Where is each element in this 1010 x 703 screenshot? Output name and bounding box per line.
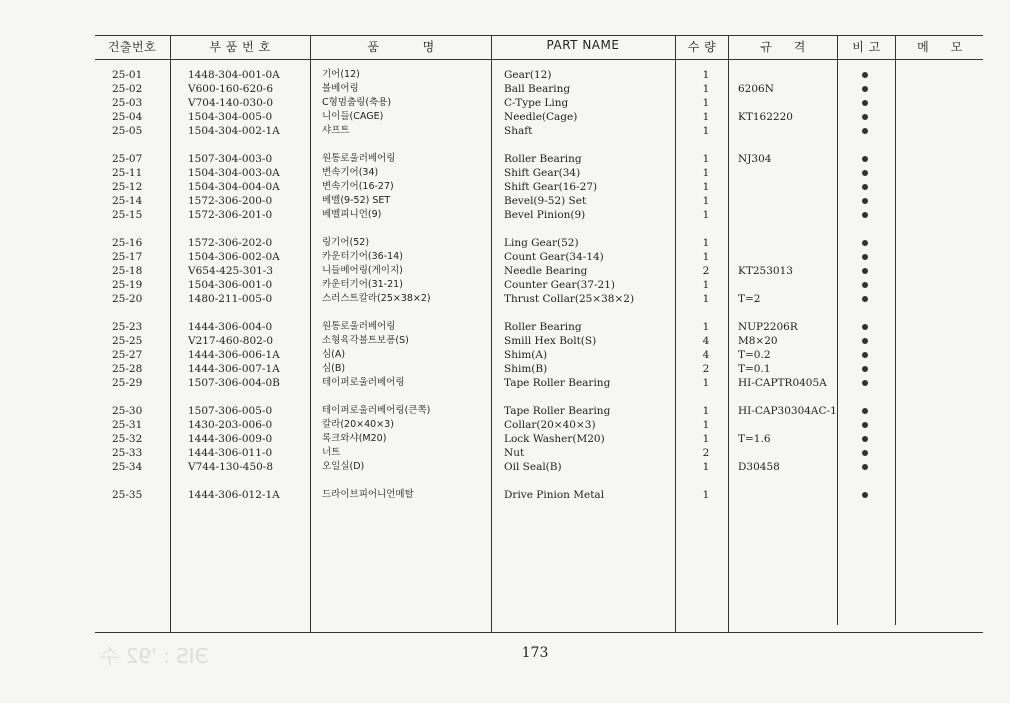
specification: M8×20: [738, 335, 778, 347]
quantity: 1: [702, 97, 710, 109]
part-code: 1504-304-005-0: [188, 111, 273, 123]
english-name: Shim(A): [504, 349, 548, 361]
specification: 6206N: [738, 83, 774, 95]
table-row: [0, 166, 1010, 180]
part-number-index: 25-05: [112, 125, 143, 137]
part-code: 1444-306-004-0: [188, 321, 273, 333]
table-row: [0, 180, 1010, 194]
specification: KT162220: [738, 111, 793, 123]
quantity: 1: [702, 377, 710, 389]
korean-name: 소형육각볼트보퐁(S): [322, 335, 409, 346]
part-number-index: 25-07: [112, 153, 143, 165]
quantity: 1: [702, 237, 710, 249]
quantity: 2: [702, 363, 710, 375]
part-number-index: 25-33: [112, 447, 143, 459]
quantity: 1: [702, 321, 710, 333]
table-row: [0, 418, 1010, 432]
note-bullet-icon: [862, 170, 868, 176]
specification: T=0.2: [738, 349, 771, 361]
english-name: C-Type Ling: [504, 97, 569, 109]
english-name: Tape Roller Bearing: [504, 405, 611, 417]
table-row: [0, 152, 1010, 166]
note-bullet-icon: [862, 422, 868, 428]
english-name: Bevel(9-52) Set: [504, 195, 587, 207]
part-number-index: 25-30: [112, 405, 143, 417]
korean-name: 드라이브피어니언메탈: [322, 489, 414, 500]
part-number-index: 25-25: [112, 335, 143, 347]
part-code: 1572-306-202-0: [188, 237, 273, 249]
english-name: Collar(20×40×3): [504, 419, 596, 431]
part-number-index: 25-23: [112, 321, 143, 333]
part-code: 1504-306-001-0: [188, 279, 273, 291]
note-bullet-icon: [862, 352, 868, 358]
english-name: Ball Bearing: [504, 83, 571, 95]
note-bullet-icon: [862, 72, 868, 78]
table-row: [0, 446, 1010, 460]
specification: T=0.1: [738, 363, 771, 375]
part-number-index: 25-01: [112, 69, 143, 81]
part-number-index: 25-14: [112, 195, 143, 207]
table-row: [0, 488, 1010, 502]
note-bullet-icon: [862, 268, 868, 274]
korean-name: 카운터기어(31-21): [322, 279, 403, 290]
specification: NUP2206R: [738, 321, 798, 333]
english-name: Shaft: [504, 125, 533, 137]
quantity: 1: [702, 279, 710, 291]
table-row: [0, 68, 1010, 82]
table-row: [0, 264, 1010, 278]
specification: T=1.6: [738, 433, 771, 445]
header-note: 비 고: [852, 40, 881, 54]
quantity: 1: [702, 167, 710, 179]
note-bullet-icon: [862, 338, 868, 344]
part-number-index: 25-34: [112, 461, 143, 473]
korean-name: C형멈춤링(축용): [322, 97, 392, 108]
english-name: Roller Bearing: [504, 321, 582, 333]
part-code: 1572-306-200-0: [188, 195, 273, 207]
part-code: 1430-203-006-0: [188, 419, 273, 431]
table-row: [0, 404, 1010, 418]
part-code: 1448-304-001-0A: [188, 69, 280, 81]
note-bullet-icon: [862, 492, 868, 498]
note-bullet-icon: [862, 464, 868, 470]
quantity: 2: [702, 447, 710, 459]
note-bullet-icon: [862, 86, 868, 92]
korean-name: 기어(12): [322, 69, 360, 80]
korean-name: 원통로울러베어링: [322, 153, 396, 164]
quantity: 1: [702, 125, 710, 137]
part-number-index: 25-28: [112, 363, 143, 375]
korean-name: 볼베어링: [322, 83, 359, 94]
korean-name: 심(B): [322, 363, 346, 374]
header-no: 건출번호: [107, 40, 157, 54]
part-number-index: 25-18: [112, 265, 143, 277]
english-name: Shim(B): [504, 363, 548, 375]
table-row: [0, 250, 1010, 264]
note-bullet-icon: [862, 114, 868, 120]
part-code: 1444-306-006-1A: [188, 349, 280, 361]
specification: HI-CAPTR0405A: [738, 377, 827, 389]
english-name: Shift Gear(16-27): [504, 181, 598, 193]
table-row: [0, 376, 1010, 390]
part-code: 1444-306-009-0: [188, 433, 273, 445]
bottom-rule: [95, 632, 983, 633]
note-bullet-icon: [862, 128, 868, 134]
korean-name: 링기어(52): [322, 237, 370, 248]
note-bullet-icon: [862, 254, 868, 260]
table-row: [0, 208, 1010, 222]
part-number-index: 25-32: [112, 433, 143, 445]
note-bullet-icon: [862, 212, 868, 218]
part-number-index: 25-03: [112, 97, 143, 109]
english-name: Nut: [504, 447, 525, 459]
specification: D30458: [738, 461, 780, 473]
note-bullet-icon: [862, 380, 868, 386]
quantity: 2: [702, 265, 710, 277]
korean-name: 변속기어(34): [322, 167, 379, 178]
note-bullet-icon: [862, 450, 868, 456]
part-number-index: 25-31: [112, 419, 143, 431]
quantity: 1: [702, 195, 710, 207]
korean-name: 카운터기어(36-14): [322, 251, 403, 262]
english-name: Lock Washer(M20): [504, 433, 605, 445]
note-bullet-icon: [862, 184, 868, 190]
note-bullet-icon: [862, 408, 868, 414]
table-row: [0, 292, 1010, 306]
specification: T=2: [738, 293, 761, 305]
note-bullet-icon: [862, 156, 868, 162]
part-code: V600-160-620-6: [188, 83, 274, 95]
english-name: Thrust Collar(25×38×2): [504, 293, 635, 305]
part-code: 1444-306-012-1A: [188, 489, 280, 501]
part-number-index: 25-20: [112, 293, 143, 305]
part-code: V654-425-301-3: [188, 265, 274, 277]
part-code: 1572-306-201-0: [188, 209, 273, 221]
table-row: [0, 320, 1010, 334]
table-row: [0, 432, 1010, 446]
header-part-name: PART NAME: [546, 38, 620, 52]
quantity: 1: [702, 251, 710, 263]
quantity: 1: [702, 153, 710, 165]
table-row: [0, 96, 1010, 110]
specification: NJ304: [738, 153, 772, 165]
part-number-index: 25-04: [112, 111, 143, 123]
quantity: 1: [702, 489, 710, 501]
header-rule: [95, 59, 983, 60]
korean-name: 샤프트: [322, 125, 350, 136]
quantity: 1: [702, 461, 710, 473]
korean-name: 칼라(20×40×3): [322, 419, 394, 430]
korean-name: 테이퍼로울러베어링(큰쪽): [322, 405, 431, 416]
top-rule: [95, 35, 983, 36]
quantity: 1: [702, 405, 710, 417]
part-code: 1504-304-004-0A: [188, 181, 280, 193]
english-name: Oil Seal(B): [504, 461, 562, 473]
quantity: 1: [702, 181, 710, 193]
note-bullet-icon: [862, 436, 868, 442]
specification: HI-CAP30304AC-1: [738, 405, 837, 417]
english-name: Count Gear(34-14): [504, 251, 604, 263]
note-bullet-icon: [862, 198, 868, 204]
table-row: [0, 278, 1010, 292]
part-number-index: 25-16: [112, 237, 143, 249]
quantity: 1: [702, 293, 710, 305]
table-row: [0, 334, 1010, 348]
part-code: V744-130-450-8: [188, 461, 274, 473]
part-number-index: 25-17: [112, 251, 143, 263]
note-bullet-icon: [862, 282, 868, 288]
korean-name: 니들베어링(게이지): [322, 265, 403, 276]
part-code: 1507-306-005-0: [188, 405, 273, 417]
table-row: [0, 348, 1010, 362]
table-row: [0, 362, 1010, 376]
table-row: [0, 236, 1010, 250]
note-bullet-icon: [862, 296, 868, 302]
part-code: 1504-304-003-0A: [188, 167, 280, 179]
part-code: 1504-306-002-0A: [188, 251, 280, 263]
quantity: 1: [702, 111, 710, 123]
quantity: 1: [702, 419, 710, 431]
table-row: [0, 110, 1010, 124]
korean-name: 테이퍼로울러베어링: [322, 377, 405, 388]
header-qty: 수 량: [687, 40, 717, 54]
korean-name: 원통로울러베어링: [322, 321, 396, 332]
note-bullet-icon: [862, 240, 868, 246]
header-part-no: 부 품 번 호: [209, 40, 271, 54]
part-code: 1444-306-007-1A: [188, 363, 280, 375]
quantity: 4: [702, 349, 710, 361]
korean-name: 록크와샤(M20): [322, 433, 387, 444]
korean-name: 베벨피니언(9): [322, 209, 382, 220]
english-name: Gear(12): [504, 69, 552, 81]
part-number-index: 25-15: [112, 209, 143, 221]
english-name: Shift Gear(34): [504, 167, 581, 179]
table-row: [0, 460, 1010, 474]
part-code: 1507-304-003-0: [188, 153, 273, 165]
quantity: 1: [702, 69, 710, 81]
english-name: Tape Roller Bearing: [504, 377, 611, 389]
quantity: 1: [702, 209, 710, 221]
header-spec: 규 격: [760, 40, 806, 54]
part-number-index: 25-02: [112, 83, 143, 95]
korean-name: 변속기어(16-27): [322, 181, 394, 192]
specification: KT253013: [738, 265, 793, 277]
korean-name: 오일실(D): [322, 461, 365, 472]
table-row: [0, 194, 1010, 208]
english-name: Counter Gear(37-21): [504, 279, 616, 291]
english-name: Needle(Cage): [504, 111, 578, 123]
part-number-index: 25-29: [112, 377, 143, 389]
part-code: 1504-304-002-1A: [188, 125, 280, 137]
korean-name: 스러스트칼라(25×38×2): [322, 293, 431, 304]
header-korean-name: 품 명: [367, 40, 435, 54]
table-row: [0, 124, 1010, 138]
part-code: 1444-306-011-0: [188, 447, 273, 459]
page-number: 173: [521, 645, 549, 661]
part-number-index: 25-11: [112, 167, 143, 179]
part-code: V217-460-802-0: [188, 335, 274, 347]
part-number-index: 25-12: [112, 181, 143, 193]
part-code: 1507-306-004-0B: [188, 377, 280, 389]
note-bullet-icon: [862, 366, 868, 372]
part-number-index: 25-35: [112, 489, 143, 501]
english-name: Needle Bearing: [504, 265, 588, 277]
korean-name: 심(A): [322, 349, 346, 360]
part-number-index: 25-19: [112, 279, 143, 291]
quantity: 1: [702, 83, 710, 95]
note-bullet-icon: [862, 100, 868, 106]
english-name: Ling Gear(52): [504, 237, 579, 249]
quantity: 1: [702, 433, 710, 445]
korean-name: 니이들(CAGE): [322, 111, 384, 122]
quantity: 4: [702, 335, 710, 347]
english-name: Roller Bearing: [504, 153, 582, 165]
part-number-index: 25-27: [112, 349, 143, 361]
korean-name: 너트: [322, 447, 341, 458]
part-code: 1480-211-005-0: [188, 293, 273, 305]
header-memo: 메 모: [917, 40, 963, 54]
part-code: V704-140-030-0: [188, 97, 274, 109]
ghost-text: ЭIS : '92 수: [100, 644, 209, 668]
korean-name: 베벨(9-52) SET: [322, 195, 391, 206]
english-name: Bevel Pinion(9): [504, 209, 586, 221]
english-name: Smill Hex Bolt(S): [504, 335, 597, 347]
table-row: [0, 82, 1010, 96]
note-bullet-icon: [862, 324, 868, 330]
english-name: Drive Pinion Metal: [504, 489, 605, 501]
